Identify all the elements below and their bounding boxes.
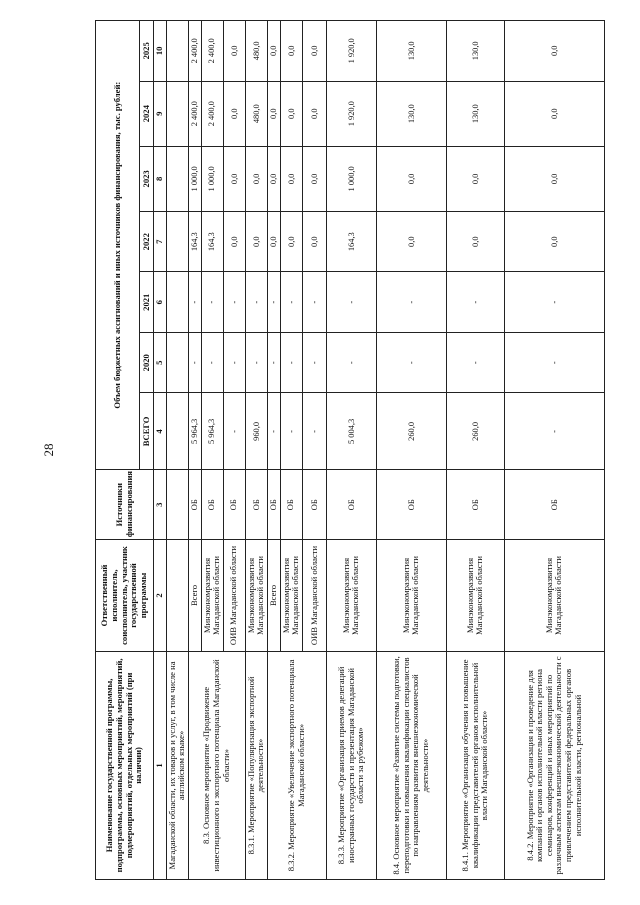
row-value: -	[446, 272, 504, 333]
col-number: 10	[154, 21, 167, 82]
row-value: -	[223, 393, 245, 470]
row-value: 0,0	[268, 211, 281, 272]
row-value: -	[326, 272, 376, 333]
row-value: 2 400,0	[188, 21, 201, 82]
row-value: 0,0	[302, 146, 326, 211]
row-value: 0,0	[302, 21, 326, 82]
row-name: 8.4.2. Мероприятие «Организация и проведение для компаний и органов исполнительной власти региона семинаров, конференций и иных мероприятий по различным аспектам внешнеэкономической деятельности с привлечением представителей федеральных органов исполнительной власти, региональной	[504, 651, 604, 879]
row-executor: Минэкономразвития Магаданской области	[326, 540, 376, 652]
row-value: -	[201, 272, 223, 333]
row-executor: Всего	[268, 540, 281, 652]
col-number: 9	[154, 81, 167, 146]
header-total: ВСЕГО	[140, 393, 154, 470]
row-value: -	[245, 272, 267, 333]
row-value: 0,0	[302, 211, 326, 272]
row-value: 0,0	[504, 21, 604, 82]
row-name: 8.3. Основное мероприятие «Продвижение инвестиционного и экспортного потенциала Магаданской области»	[188, 651, 245, 879]
row-value: 260,0	[376, 393, 446, 470]
row-value	[166, 81, 188, 146]
row-source	[166, 470, 188, 540]
row-name: 8.3.1. Мероприятие «Популяризация экспортной деятельности»	[245, 651, 267, 879]
row-value: 5 004,3	[326, 393, 376, 470]
row-executor: Минэкономразвития Магаданской области	[280, 540, 302, 652]
row-value: 1 920,0	[326, 21, 376, 82]
row-executor: Минэкономразвития Магаданской области	[446, 540, 504, 652]
row-value: -	[268, 272, 281, 333]
row-value: 5 964,3	[188, 393, 201, 470]
row-value: 0,0	[223, 211, 245, 272]
row-source: ОБ	[302, 470, 326, 540]
row-executor: Минэкономразвития Магаданской области	[245, 540, 267, 652]
row-value: 0,0	[280, 146, 302, 211]
table-row	[188, 21, 201, 880]
row-value	[166, 146, 188, 211]
row-value: 0,0	[223, 81, 245, 146]
row-value	[166, 21, 188, 82]
header-year: 2020	[140, 332, 154, 393]
row-value: 164,3	[188, 211, 201, 272]
row-value: 480,0	[245, 81, 267, 146]
header-year: 2023	[140, 146, 154, 211]
row-value: -	[223, 272, 245, 333]
col-number: 1	[154, 651, 167, 879]
row-value: -	[326, 332, 376, 393]
table-row	[376, 21, 446, 880]
row-executor: Минэкономразвития Магаданской области	[201, 540, 223, 652]
row-value: 1 000,0	[201, 146, 223, 211]
row-value: -	[201, 332, 223, 393]
row-source: ОБ	[504, 470, 604, 540]
header-funding: Объем бюджетных ассигнований и иных источников финансирования, тыс. рублей:	[96, 21, 140, 470]
col-number: 3	[154, 470, 167, 540]
row-value: -	[302, 332, 326, 393]
row-value: 0,0	[245, 146, 267, 211]
row-value: 0,0	[376, 211, 446, 272]
table-row	[504, 21, 604, 880]
row-name: Магаданской области, их товаров и услуг, в том числе на английском языке»	[166, 651, 188, 879]
col-number: 4	[154, 393, 167, 470]
row-value: 164,3	[201, 211, 223, 272]
row-value	[166, 393, 188, 470]
row-value: 0,0	[504, 211, 604, 272]
row-value: -	[280, 393, 302, 470]
row-value: -	[504, 393, 604, 470]
row-value: 2 400,0	[188, 81, 201, 146]
row-value: 130,0	[376, 81, 446, 146]
header-year: 2024	[140, 81, 154, 146]
row-value: -	[504, 332, 604, 393]
row-value: 0,0	[223, 146, 245, 211]
row-value: 0,0	[268, 146, 281, 211]
row-value: -	[302, 272, 326, 333]
row-value: 0,0	[504, 146, 604, 211]
row-value: 0,0	[223, 21, 245, 82]
row-source: ОБ	[245, 470, 267, 540]
row-value: 260,0	[446, 393, 504, 470]
row-value: 5 964,3	[201, 393, 223, 470]
row-source: ОБ	[280, 470, 302, 540]
header-year: 2021	[140, 272, 154, 333]
row-executor	[166, 540, 188, 652]
row-source: ОБ	[446, 470, 504, 540]
row-source: ОБ	[376, 470, 446, 540]
budget-table	[95, 20, 605, 880]
row-value: 0,0	[376, 146, 446, 211]
row-source: ОБ	[223, 470, 245, 540]
table-row	[326, 21, 376, 880]
header-source: Источники финансирования	[96, 470, 154, 540]
row-value: 1 000,0	[188, 146, 201, 211]
row-value: -	[280, 332, 302, 393]
row-value: 0,0	[504, 81, 604, 146]
row-value: 480,0	[245, 21, 267, 82]
row-value: 2 400,0	[201, 21, 223, 82]
header-year: 2022	[140, 211, 154, 272]
row-value: -	[280, 272, 302, 333]
row-source: ОБ	[201, 470, 223, 540]
header-year: 2025	[140, 21, 154, 82]
row-name: 8.3.3. Мероприятие «Организация приемов делегаций иностранных государств и презентация Магаданской области за рубежом»	[326, 651, 376, 879]
row-value	[166, 211, 188, 272]
rotated-table-page	[95, 20, 600, 880]
row-value	[166, 332, 188, 393]
row-value: -	[268, 332, 281, 393]
col-number: 5	[154, 332, 167, 393]
row-value: 0,0	[280, 211, 302, 272]
row-value: 0,0	[245, 211, 267, 272]
header-name: Наименование государственной программы, подпрограммы, основных мероприятий, мероприятий, подмероприятий, отдельных мероприятий (при наличии)	[96, 651, 154, 879]
row-source: ОБ	[326, 470, 376, 540]
row-value: -	[376, 332, 446, 393]
table-row	[268, 21, 281, 880]
row-name: 8.3.2. Мероприятие «Увеличение экспортного потенциала Магаданской области»	[268, 651, 327, 879]
row-source: ОБ	[268, 470, 281, 540]
row-value: 164,3	[326, 211, 376, 272]
table-header	[96, 21, 167, 880]
table-row	[166, 21, 188, 880]
table-row	[245, 21, 267, 880]
row-value	[166, 272, 188, 333]
row-value: -	[504, 272, 604, 333]
row-value: 0,0	[268, 21, 281, 82]
row-value: 130,0	[446, 21, 504, 82]
row-value: 0,0	[280, 21, 302, 82]
col-number: 8	[154, 146, 167, 211]
row-value: -	[188, 332, 201, 393]
row-name: 8.4.1. Мероприятие «Организация обучения и повышение квалификации представителей органов исполнительной власти Магаданской области»	[446, 651, 504, 879]
table-body	[166, 21, 604, 880]
row-value: 1 920,0	[326, 81, 376, 146]
row-name: 8.4. Основное мероприятие «Развитие системы подготовки, переподготовки и повышения квалификации специалистов по направлениям развития внешнеэкономической деятельности»	[376, 651, 446, 879]
row-value: 130,0	[446, 81, 504, 146]
col-number: 2	[154, 540, 167, 652]
row-value: 0,0	[268, 81, 281, 146]
row-value: 130,0	[376, 21, 446, 82]
row-value: 2 400,0	[201, 81, 223, 146]
row-executor: ОИВ Магаданской области	[223, 540, 245, 652]
row-value: 960,0	[245, 393, 267, 470]
row-value: -	[302, 393, 326, 470]
row-value: -	[268, 393, 281, 470]
row-value: -	[188, 272, 201, 333]
row-value: 0,0	[446, 211, 504, 272]
row-executor: ОИВ Магаданской области	[302, 540, 326, 652]
row-value: 0,0	[280, 81, 302, 146]
row-value: 0,0	[446, 146, 504, 211]
table-row	[446, 21, 504, 880]
row-value: -	[446, 332, 504, 393]
row-value: -	[223, 332, 245, 393]
col-number: 7	[154, 211, 167, 272]
row-value: -	[245, 332, 267, 393]
row-executor: Всего	[188, 540, 201, 652]
row-value: 1 000,0	[326, 146, 376, 211]
row-executor: Минэкономразвития Магаданской области	[376, 540, 446, 652]
row-value: -	[376, 272, 446, 333]
col-number: 6	[154, 272, 167, 333]
header-executor: Ответственный исполнитель, соисполнитель, участник государственной программы	[96, 540, 154, 652]
page-number: 28	[41, 443, 56, 457]
row-value: 0,0	[302, 81, 326, 146]
row-source: ОБ	[188, 470, 201, 540]
row-executor: Минэкономразвития Магаданской области	[504, 540, 604, 652]
